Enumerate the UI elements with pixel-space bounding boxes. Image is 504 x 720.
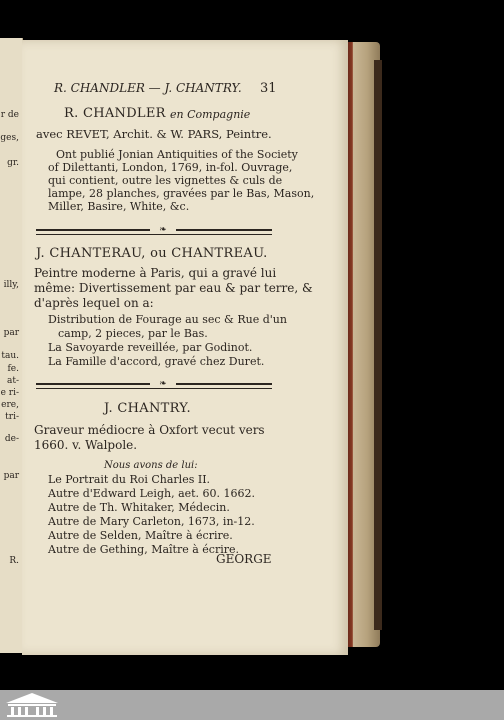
entry-subheading: Nous avons de lui:	[104, 460, 198, 471]
margin-fragment: e ri-	[0, 388, 19, 398]
entry-text-line: même: Divertissement par eau & par terre, &	[34, 281, 313, 295]
entry-heading-cont: avec REVET, Archit. & W. PARS, Peintre.	[36, 127, 272, 141]
margin-fragment: ges,	[0, 133, 19, 143]
rule-ornament-icon: ❧	[150, 380, 176, 388]
library-building-icon	[4, 692, 60, 718]
book-spine-shadow	[374, 60, 382, 630]
entry-text-line: camp, 2 pieces, par le Bas.	[58, 327, 208, 340]
entry-text-line: Autre de Mary Carleton, 1673, in-12.	[48, 515, 255, 528]
margin-fragment: par	[3, 471, 19, 481]
margin-fragment: fe.	[7, 364, 19, 374]
margin-fragment: gr.	[7, 158, 19, 168]
page-number: 31	[260, 81, 277, 96]
entry-text-line: lampe, 28 planches, gravées par le Bas, Mason,	[48, 187, 315, 200]
margin-fragment: R.	[9, 556, 19, 566]
margin-fragment: ere,	[1, 400, 19, 410]
entry-heading: J. CHANTRY.	[104, 401, 191, 416]
entry-text-line: La Savoyarde reveillée, par Godinot.	[48, 341, 253, 354]
entry-text-line: Ont publié Jonian Antiquities of the Society	[56, 148, 298, 161]
entry-text-line: Autre de Th. Whitaker, Médecin.	[48, 501, 230, 514]
entry-text-line: qui contient, outre les vignettes & culs de	[48, 174, 283, 187]
entry-heading-sub: en Compagnie	[170, 108, 251, 121]
entry-text-line: Miller, Basire, White, &c.	[48, 200, 190, 213]
entry-text-line: Le Portrait du Roi Charles II.	[48, 473, 211, 486]
entry-text-line: Graveur médiocre à Oxfort vecut vers	[34, 423, 265, 437]
margin-fragment: de-	[4, 434, 19, 444]
margin-fragment: illy,	[3, 280, 19, 290]
entry-text-line: Autre d'Edward Leigh, aet. 60. 1662.	[48, 487, 256, 500]
margin-fragment: r de	[0, 110, 19, 120]
running-head-title: R. CHANDLER — J. CHANTRY.	[54, 81, 242, 95]
entry-text-line: Peintre moderne à Paris, qui a gravé lui	[34, 266, 277, 280]
entry-text-line: La Famille d'accord, gravé chez Duret.	[48, 355, 265, 368]
entry-heading: J. CHANTERAU, ou CHANTREAU.	[36, 246, 268, 261]
viewer-footer-bar	[0, 690, 504, 720]
margin-fragment: tri-	[5, 412, 19, 422]
entry-text-line: d'après lequel on a:	[34, 296, 154, 310]
margin-fragment: at-	[6, 376, 19, 386]
rule-ornament-icon: ❧	[150, 226, 176, 234]
entry-text-line: 1660. v. Walpole.	[34, 438, 138, 452]
previous-page-edge	[0, 38, 23, 653]
entry-text-line: Autre de Gething, Maître à écrire.	[48, 543, 239, 556]
entry-text-line: Distribution de Fourage au sec & Rue d'un	[48, 313, 287, 326]
margin-fragment: par	[3, 328, 19, 338]
catchword: GEORGE	[216, 552, 272, 566]
book-page	[22, 40, 348, 655]
entry-heading: R. CHANDLER	[64, 106, 166, 121]
margin-fragment: tau.	[1, 351, 19, 361]
entry-text-line: Autre de Selden, Maître à écrire.	[48, 529, 233, 542]
entry-text-line: of Dilettanti, London, 1769, in-fol. Ouvrage,	[48, 161, 293, 174]
